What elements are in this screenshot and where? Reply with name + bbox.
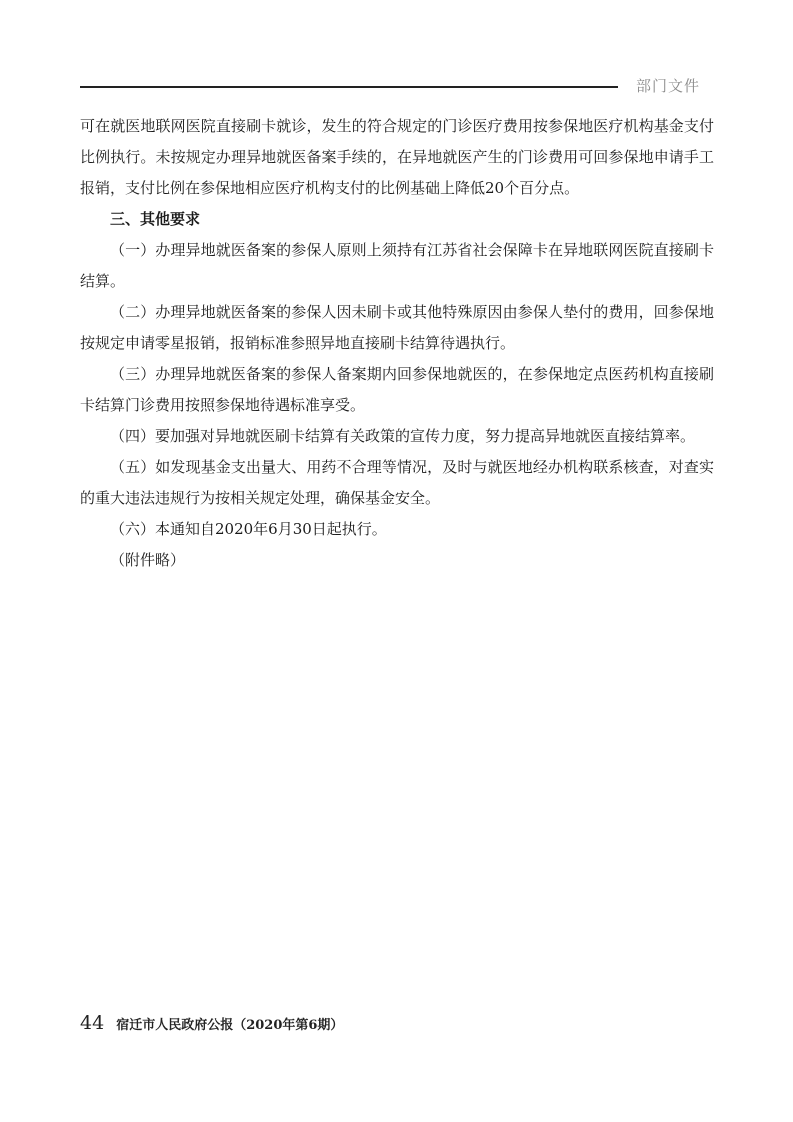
page-footer [80,1012,343,1034]
section-label: 部门文件 [636,77,701,95]
section-heading: 三、其他要求 [110,210,201,228]
continuation-paragraph: 可在就医地联网医院直接刷卡就诊，发生的符合规定的门诊医疗费用按参保地医疗机构基金支付比例执行。未按规定办理异地就医备案手续的，在异地就医产生的门诊费用可回参保地申请手工报销，支付比例在参保地相应医疗机构支付的比例基础上降低20个百分点。 [80,117,714,197]
requirement-item-2: （二）办理异地就医备案的参保人因未刷卡或其他特殊原因由参保人垫付的费用，回参保地按规定申请零星报销，报销标准参照异地直接刷卡结算待遇执行。 [80,303,714,352]
document-body [80,111,714,576]
publication-title: 宿迁市人民政府公报（2020年第6期） [116,1018,344,1033]
requirement-item-1: （一）办理异地就医备案的参保人原则上须持有江苏省社会保障卡在异地联网医院直接刷卡结算。 [80,241,714,290]
requirement-item-5: （五）如发现基金支出量大、用药不合理等情况，及时与就医地经办机构联系核查，对查实的重大违法违规行为按相关规定处理，确保基金安全。 [80,458,714,507]
requirement-item-3: （三）办理异地就医备案的参保人备案期内回参保地就医的，在参保地定点医药机构直接刷卡结算门诊费用按照参保地待遇标准享受。 [80,365,714,414]
header-rule [80,86,618,88]
requirement-item-6: （六）本通知自2020年6月30日起执行。 [110,520,387,538]
page-number: 44 [80,1012,105,1034]
attachment-note: （附件略） [110,551,186,569]
requirement-item-4: （四）要加强对异地就医刷卡结算有关政策的宣传力度，努力提高异地就医直接结算率。 [110,427,696,445]
